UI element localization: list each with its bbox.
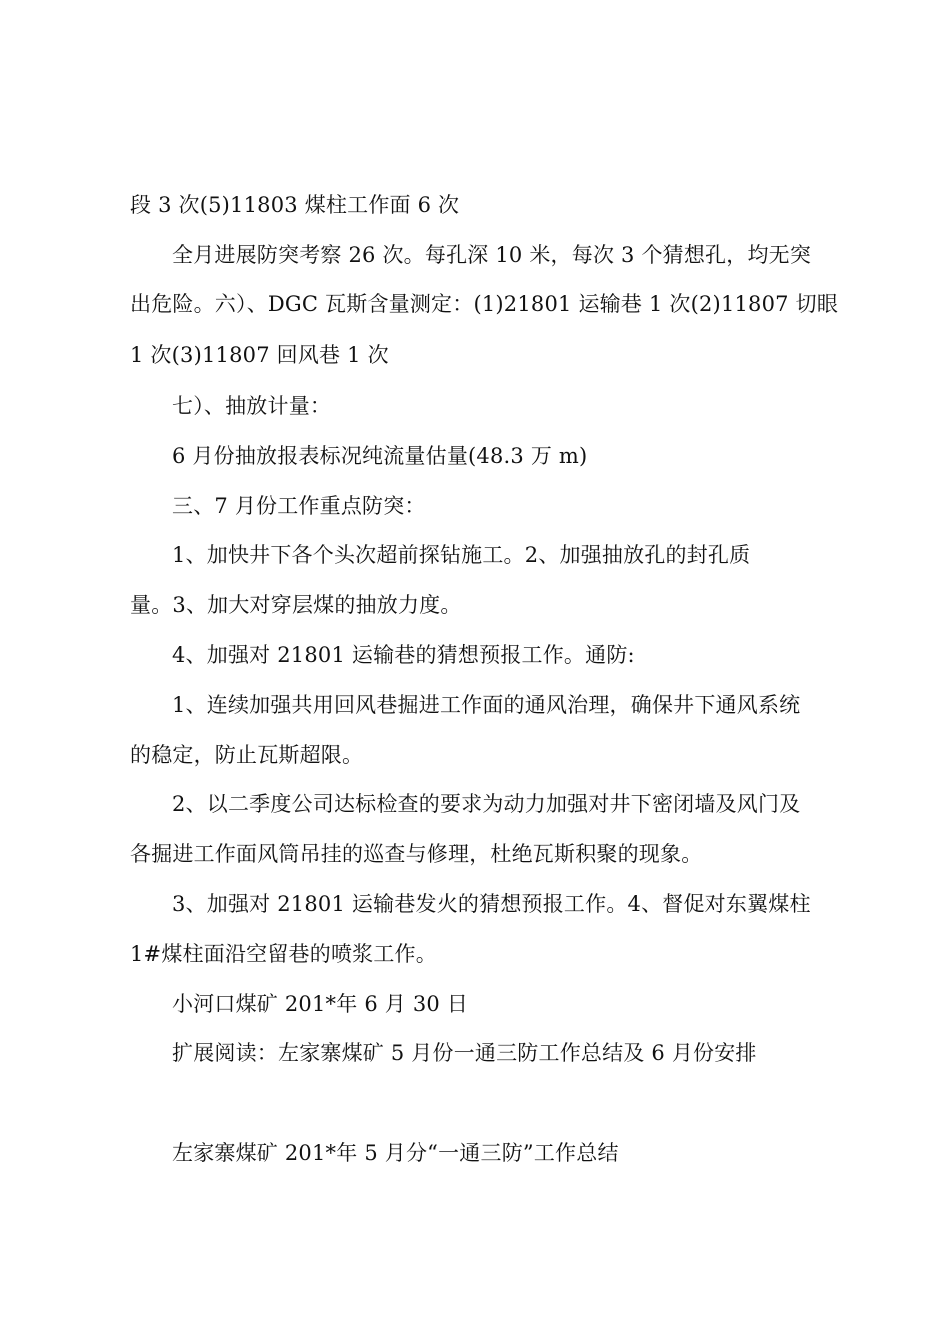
- text-line-10: 4、加强对 21801 运输巷的猜想预报工作。通防:: [172, 643, 635, 667]
- text-line-15: 3、加强对 21801 运输巷发火的猜想预报工作。4、督促对东翼煤柱: [172, 892, 811, 916]
- text-line-9: 量。3、加大对穿层煤的抽放力度。: [130, 593, 462, 617]
- text-line-4: 1 次(3)11807 回风巷 1 次: [130, 343, 389, 367]
- text-line-12: 的稳定，防止瓦斯超限。: [130, 743, 364, 767]
- text-line-8: 1、加快井下各个头次超前探钻施工。2、加强抽放孔的封孔质: [172, 543, 751, 567]
- text-line-3: 出危险。六）、DGC 瓦斯含量测定：(1)21801 运输巷 1 次(2)11807 切眼: [130, 292, 839, 316]
- text-line-14: 各掘进工作面风筒吊挂的巡查与修理，杜绝瓦斯积聚的现象。: [130, 842, 703, 866]
- text-line-11: 1、连续加强共用回风巷掘进工作面的通风治理，确保井下通风系统: [172, 693, 801, 717]
- text-line-6: 6 月份抽放报表标况纯流量估量(48.3 万 m): [172, 444, 588, 468]
- text-line-1: 段 3 次(5)11803 煤柱工作面 6 次: [130, 193, 460, 217]
- text-line-5: 七）、抽放计量：: [172, 394, 332, 418]
- text-line-16: 1#煤柱面沿空留巷的喷浆工作。: [130, 942, 437, 966]
- text-line-17: 小河口煤矿 201*年 6 月 30 日: [172, 992, 469, 1016]
- text-line-7: 三、7 月份工作重点防突：: [172, 494, 426, 518]
- text-line-13: 2、以二季度公司达标检查的要求为动力加强对井下密闭墙及风门及: [172, 792, 801, 816]
- text-line-2: 全月进展防突考察 26 次。每孔深 10 米，每次 3 个猜想孔，均无突: [172, 243, 812, 267]
- text-line-19: 左家寨煤矿 201*年 5 月分“一通三防”工作总结: [172, 1141, 619, 1165]
- text-line-18: 扩展阅读：左家寨煤矿 5 月份一通三防工作总结及 6 月份安排: [172, 1041, 757, 1065]
